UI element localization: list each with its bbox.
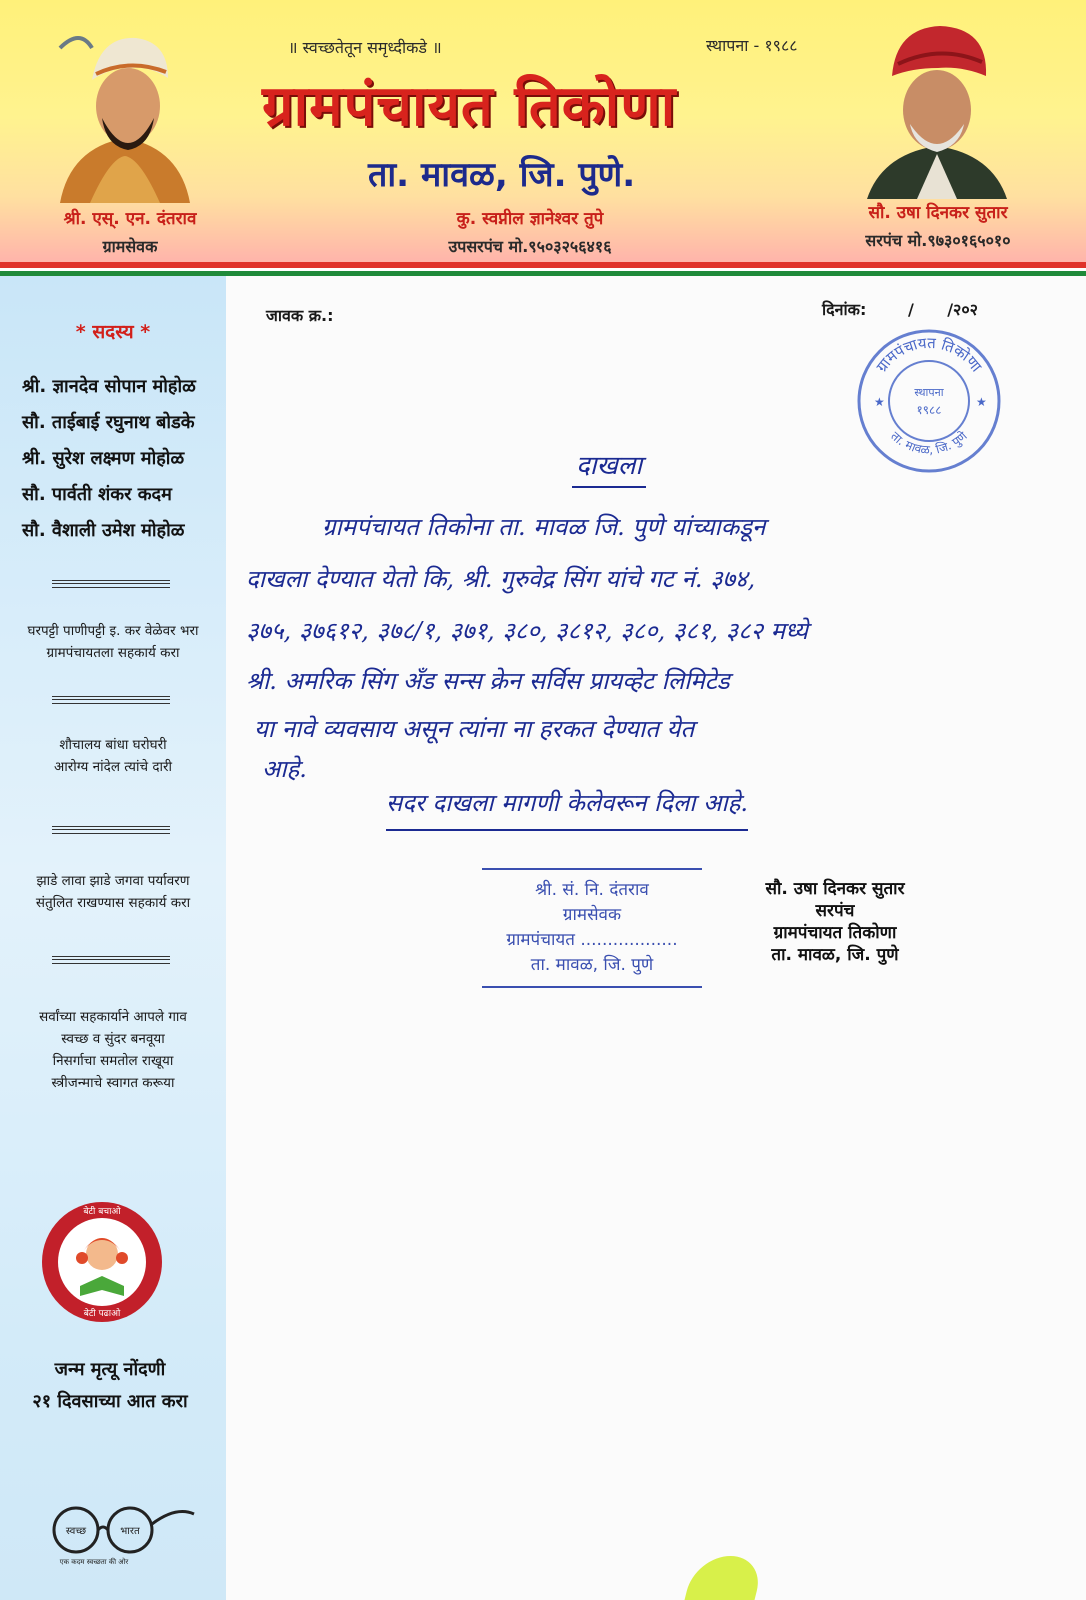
registration-line: जन्म मृत्यू नोंदणी — [54, 1359, 166, 1380]
signature-line: ग्रामपंचायत तिकोणा — [773, 923, 897, 943]
registration-line: २१ दिवसाच्या आत करा — [32, 1391, 188, 1412]
signature-line: ता. मावळ, जि. पुणे — [771, 945, 899, 965]
member-item: श्री. सुरेश लक्ष्मण मोहोळ — [22, 448, 185, 469]
upsarpanch-name: कु. स्वप्नील ज्ञानेश्वर तुपे — [456, 209, 604, 229]
address-subtitle: ता. मावळ, जि. पुणे. — [368, 155, 636, 195]
member-item: सौ. ताईबाई रघुनाथ बोडके — [22, 412, 195, 433]
handwritten-line: आहे. — [262, 755, 307, 783]
slogan-tax — [8, 620, 218, 664]
stamp-line: श्री. सं. नि. दंतराव — [535, 880, 649, 900]
seal-star-right: ★ — [976, 395, 987, 409]
date-label: दिनांक: — [822, 300, 867, 319]
slogan-line: झाडे लावा झाडे जगवा पर्यावरण — [36, 873, 190, 889]
handwritten-line: दाखला देण्यात येतो कि, श्री. गुरुवेद्र सिंग यांचे गट नं. ३७४, — [246, 565, 756, 593]
beti-bachao-logo — [40, 1200, 164, 1324]
sarpanch-signature-block — [730, 878, 940, 966]
signature-line: सौ. उषा दिनकर सुतार — [765, 879, 905, 899]
slogan-toilet — [8, 734, 218, 778]
stamp-line: ता. मावळ, जि. पुणे — [530, 955, 654, 975]
slogan-line: ग्रामपंचायतला सहकार्य करा — [46, 645, 180, 661]
swachh-text: स्वच्छ — [65, 1526, 87, 1537]
stamp-line: ग्रामसेवक — [562, 905, 622, 925]
gramsevak-designation: ग्रामसेवक — [102, 237, 158, 256]
slogan-line: शौचालय बांधा घरोघरी — [59, 737, 167, 753]
slogan-village — [8, 1006, 218, 1094]
handwritten-line: या नावे व्यवसाय असून त्यांना ना हरकत देण्यात येत — [254, 715, 695, 743]
certificate-heading: दाखला — [572, 446, 646, 488]
slogan-line: आरोग्य नांदेल त्यांचे दारी — [53, 759, 173, 775]
seal-est-text: स्थापना — [914, 386, 944, 399]
gramsevak-stamp — [482, 868, 702, 988]
sarpanch-name: सौ. उषा दिनकर सुतार — [868, 203, 1008, 223]
left-portrait-image — [40, 18, 210, 203]
slogan-line: संतुलित राखण्यास सहकार्य करा — [35, 895, 191, 911]
handwritten-line: ३७५, ३७६१२, ३७८/१, ३७१, ३८०, ३८१२, ३८०, ३८१, ३८२ मध्ये — [246, 617, 808, 645]
sidebar-divider — [52, 696, 170, 704]
slogan-line: स्वच्छ व सुंदर बनवूया — [61, 1031, 165, 1047]
slogan-line: स्त्रीजन्माचे स्वागत करूया — [51, 1075, 175, 1091]
bharat-text: भारत — [120, 1526, 140, 1537]
upsarpanch-block — [420, 206, 640, 257]
seal-top-text: ग्रामपंचायत तिकोणा — [872, 333, 986, 376]
date-field — [822, 298, 978, 320]
sidebar-divider — [52, 826, 170, 834]
stamp-line: ग्रामपंचायत .................. — [506, 930, 678, 950]
highlighter-mark — [685, 1556, 766, 1600]
gramsevak-block — [40, 206, 220, 257]
sidebar-divider — [52, 580, 170, 588]
seal-bottom-text: ता. मावळ, जि. पुणे — [888, 428, 970, 457]
date-value: / /२०२ — [907, 300, 979, 319]
right-portrait-image — [862, 14, 1012, 199]
slogan-line: सर्वांच्या सहकार्याने आपले गाव — [39, 1009, 187, 1025]
member-item: श्री. ज्ञानदेव सोपान मोहोळ — [22, 376, 196, 397]
outward-number-label: जावक क्र.: — [266, 306, 334, 325]
swachh-bharat-logo — [36, 1500, 196, 1568]
upsarpanch-designation: उपसरपंच मो.९५०३२५६४१६ — [448, 237, 612, 256]
gramsevak-name: श्री. एस्. एन. दंतराव — [63, 209, 197, 229]
grampanchayat-title: ग्रामपंचायत तिकोणा — [262, 74, 677, 139]
birth-death-registration — [0, 1354, 220, 1418]
slogan-trees — [8, 870, 218, 914]
slogan-line: निसर्गाचा समतोल राखूया — [52, 1053, 174, 1069]
beti-bachao-bottom-text: बेटी पढाओ — [83, 1309, 121, 1319]
swachh-tagline: एक कदम स्वच्छता की ओर — [59, 1558, 129, 1566]
member-item: सौ. पार्वती शंकर कदम — [22, 484, 172, 505]
seal-star-left: ★ — [874, 395, 885, 409]
letterhead-header — [0, 0, 1086, 262]
handwritten-line: श्री. अमरिक सिंग अँड सन्स क्रेन सर्विस प्रायव्हेट लिमिटेड — [246, 667, 730, 695]
handwritten-line: ग्रामपंचायत तिकोना ता. मावळ जि. पुणे यांच्याकडून — [322, 513, 766, 541]
grampanchayat-seal — [854, 326, 1004, 476]
member-item: सौ. वैशाली उमेश मोहोळ — [22, 520, 185, 541]
header-motto: ॥ स्वच्छतेतून समृध्दीकडे ॥ — [288, 38, 442, 57]
handwritten-line: सदर दाखला मागणी केलेवरून दिला आहे. — [386, 786, 748, 831]
sarpanch-designation: सरपंच मो.९७३०१६५०१० — [865, 231, 1011, 250]
slogan-line: घरपट्टी पाणीपट्टी इ. कर वेळेवर भरा — [27, 623, 199, 639]
beti-bachao-top-text: बेटी बचाओ — [83, 1207, 121, 1217]
signature-line: सरपंच — [815, 901, 855, 921]
sidebar-divider — [52, 956, 170, 964]
seal-year-text: १९८८ — [916, 403, 942, 417]
established-year: स्थापना - १९८८ — [706, 36, 798, 55]
sarpanch-block — [838, 200, 1038, 251]
members-heading: * सदस्य * — [75, 321, 151, 343]
